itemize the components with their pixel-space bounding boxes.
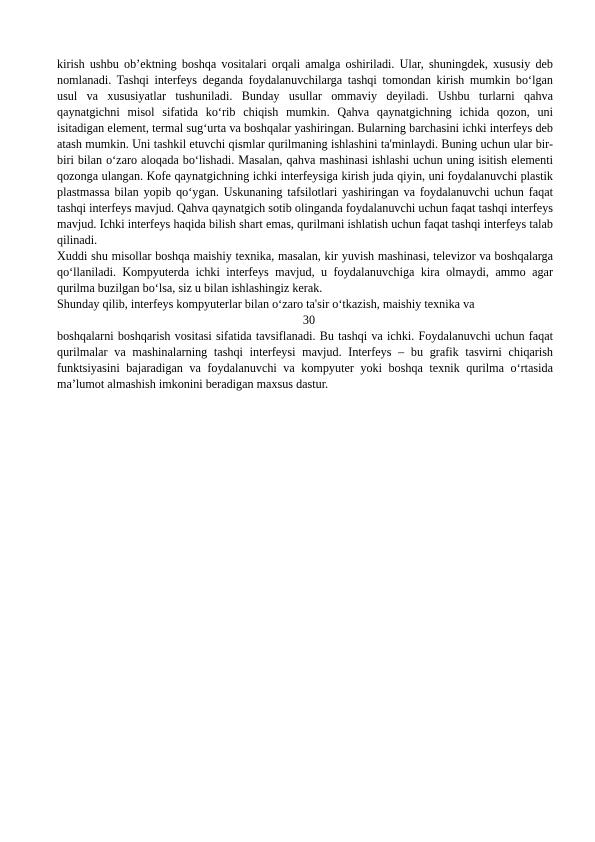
- paragraph-household-examples: Xuddi shu misollar boshqa maishiy texnika, masalan, kir yuvish mashinasi, televizor va boshqalarga qo‘llaniladi. Kompyuterda ichki interfeys mavjud, u foydalanuvchiga kira olmaydi, ammo agar qurilma buzilgan bo‘lsa, siz u bilan ishlashingiz kerak.: [57, 249, 553, 295]
- paragraph-interface-intro: kirish ushbu ob’ektning boshqa vositalari orqali amalga oshiriladi. Ular, shuningdek, xususiy deb nomlanadi. Tashqi interfeys deganda foydalanuvchilarga tashqi tomondan kirish mumkin bo‘lgan usul va xususiyatlar tushuniladi. Bunday usullar ommaviy deyiladi. Ushbu turlarni qahva qaynatgichni misol sifatida ko‘rib chiqish mumkin. Qahva qaynatgichning ichida qozon, uni isitadigan element, termal sug‘urta va boshqalar yashiringan. Bularning barchasini ichki interfeys deb atash mumkin. Uni tashkil etuvchi qismlar qurilmaning ishlashini ta'minlaydi. Buning uchun ular bir-biri bilan o‘zaro aloqada bo‘lishadi. Masalan, qahva mashinasi ishlashi uchun uning isitish elementi qozonga ulangan. Kofe qaynatgichning ichki interfeysiga kirish juda qiyin, uni foydalanuvchi plastik plastmassa bilan yopib qo‘ygan. Uskunaning tafsilotlari yashiringan va foydalanuvchi uchun faqat tashqi interfeys mavjud. Qahva qaynatgich sotib olinganda foydalanuvchi uchun faqat tashqi interfeys mavjud. Ichki interfeys haqida bilish shart emas, qurilmani ishlatish uchun faqat tashqi interfeys talab qilinadi.: [57, 57, 553, 247]
- page-number: 30: [302, 313, 316, 327]
- document-page: [57, 56, 553, 392]
- paragraph-interface-summary-start: Shunday qilib, interfeys kompyuterlar bilan o‘zaro ta'sir o‘tkazish, maishiy texnika va: [57, 297, 475, 311]
- paragraph-interface-summary-end: boshqalarni boshqarish vositasi sifatida tavsiflanadi. Bu tashqi va ichki. Foydalanuvchi uchun faqat qurilmalar va mashinalarning tashqi interfeysi mavjud. Interfeys – bu grafik tasvirni chiqarish funktsiyasini bajaradigan va foydalanuvchi va kompyuter yoki boshqa texnik qurilma o‘rtasida ma’lumot almashish imkonini beradigan maxsus dastur.: [57, 329, 553, 391]
